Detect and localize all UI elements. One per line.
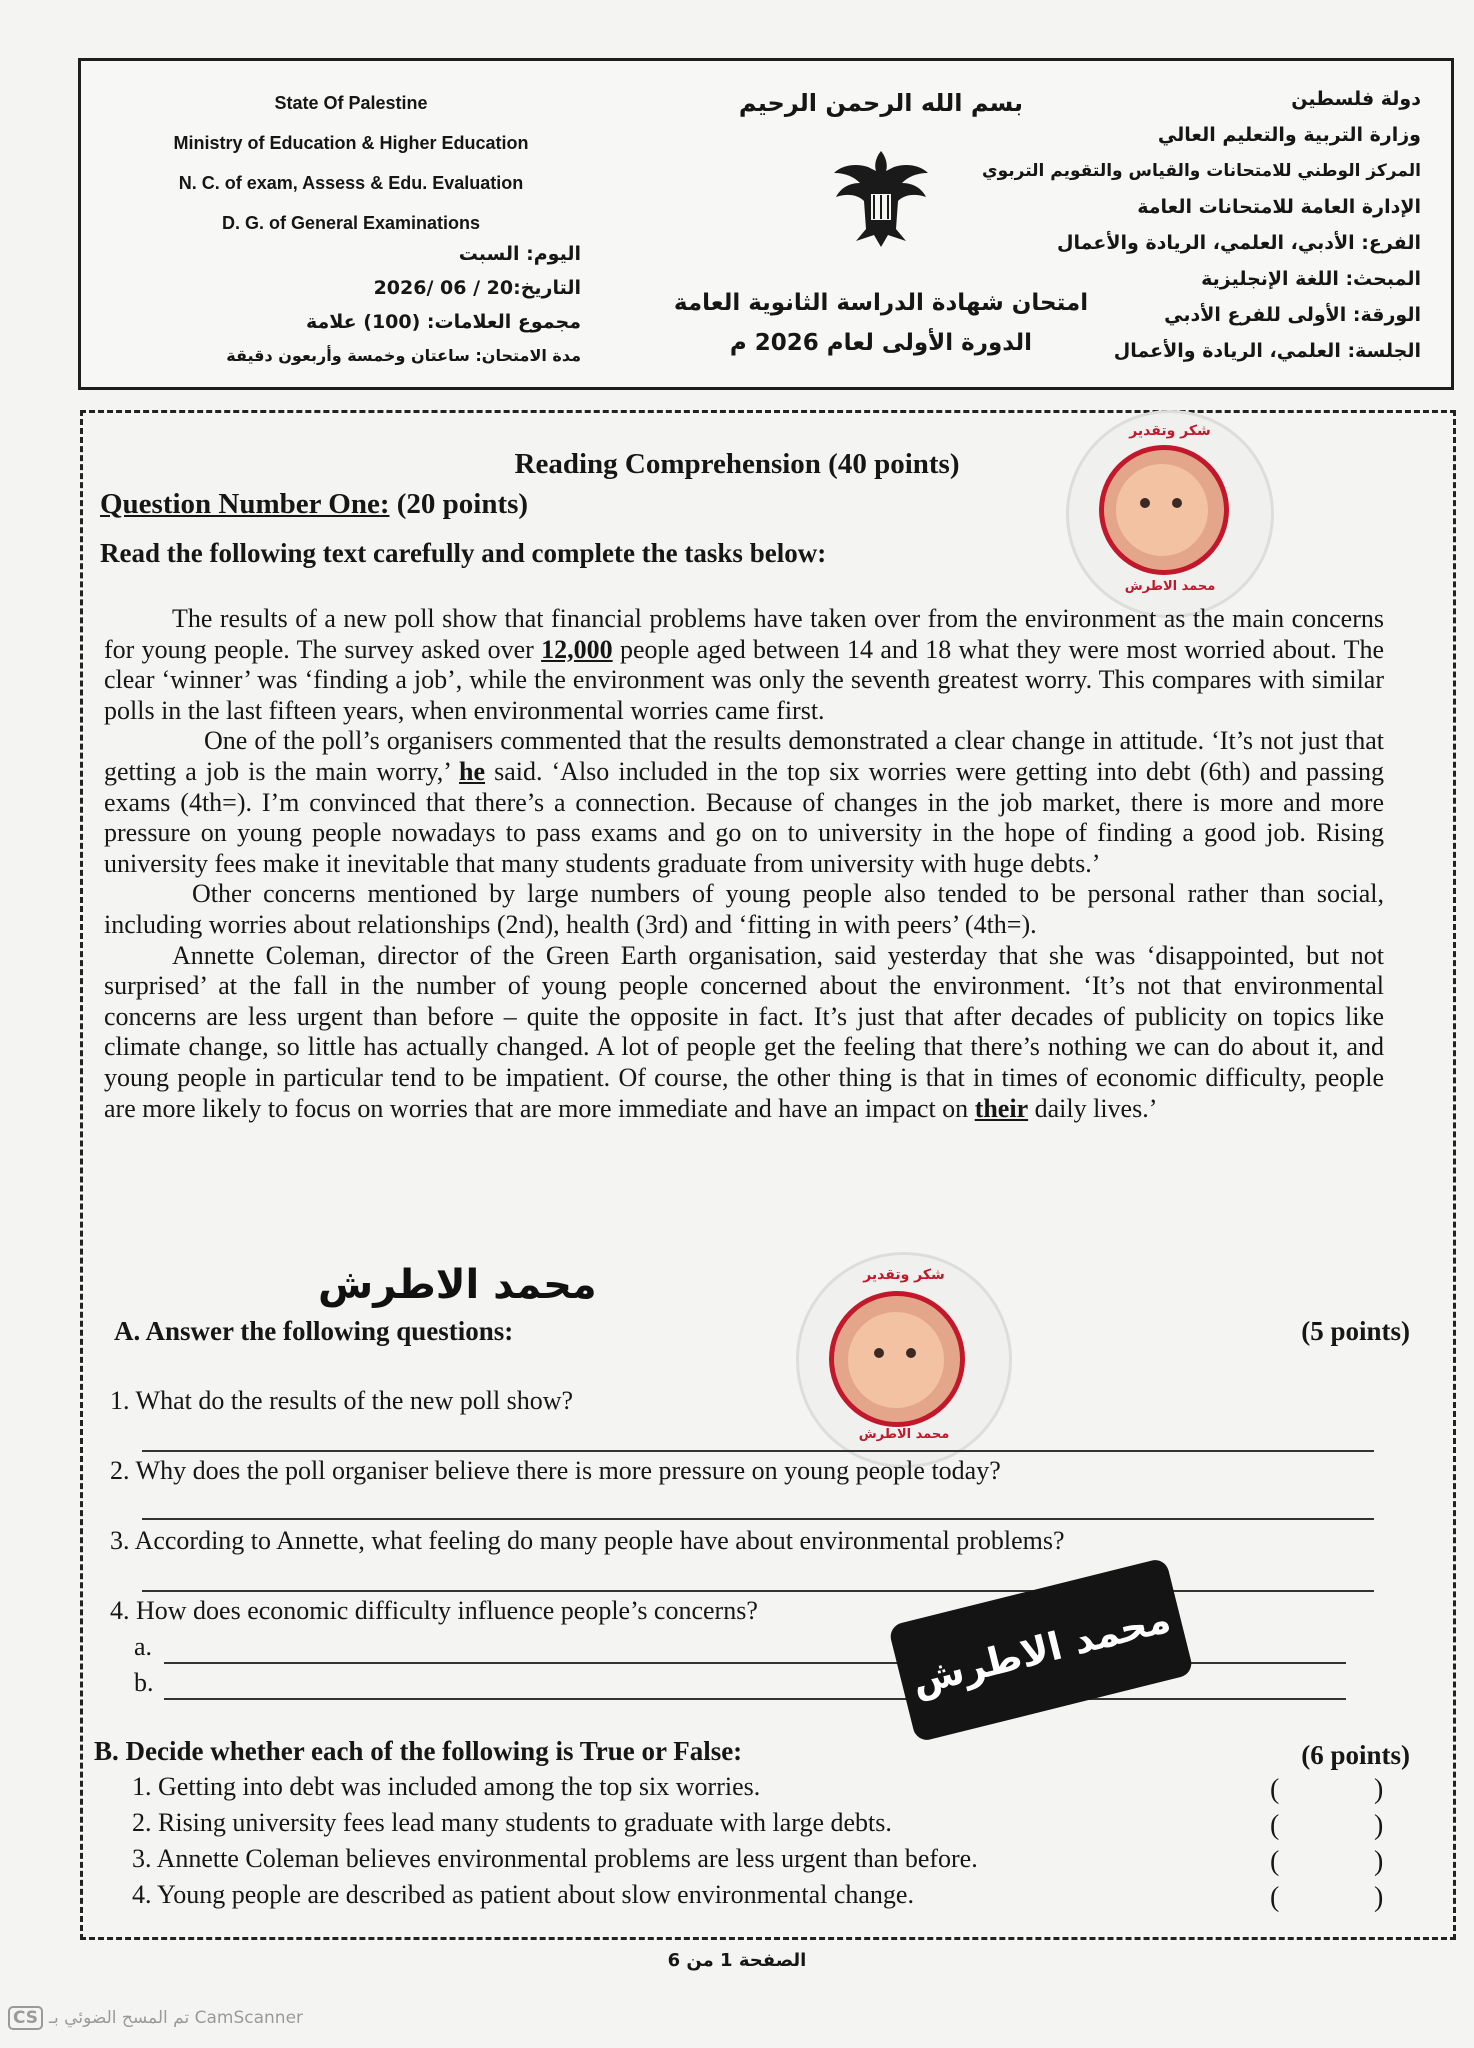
reading-title: Reading Comprehension (40 points) bbox=[514, 448, 960, 480]
answer-line-1[interactable] bbox=[142, 1450, 1374, 1452]
header-national-center: N. C. of exam, Assess & Edu. Evaluation bbox=[178, 173, 524, 193]
true-false-2: 2. Rising university fees lead many students to graduate with large debts. bbox=[132, 1808, 892, 1837]
exam-title: امتحان شهادة الدراسة الثانوية العامة bbox=[673, 290, 1089, 316]
answer-label-a: a. bbox=[134, 1632, 153, 1661]
exam-page: State Of Palestine Ministry of Education & Higher Education N. C. of exam, Assess & Edu. Evaluation D. G. of General Examinations اليوم: السبت التاريخ:20 / 06 /2026 مجموع العلامات: (100) علامة مدة الامتحان: ساعتان وخمسة وأربعون دقيقة بسم الله الرحمن الرحيم امتحان شهادة الدراسة الثانوية العامة الدورة الأولى لعام 2026 م دولة فلسطين وزارة التربية والتعليم العالي المركز الوطني للامتحانات والقياس والتقويم التربوي الإدارة العامة للامتحانات العامة الفرع: الأدبي، العلمي، الريادة والأعمال المبحث: اللغة الإنجليزية الورقة: الأولى للفرع الأدبي الجلسة: العلمي، الريادة والأعمال Reading Comprehension (40 points) Question Number One: (20 points) Read the following text carefully and complete the tasks below: شكر وتقدير محمد الاطرش The results of a new poll show that financial problems have taken over from the environment as the main concerns for young people. The survey asked over 12,000 people aged between 14 and 18 what they were most worried about. The clear ‘winner’ was ‘finding a job’, while the environment was only the seventh greatest worry. This compares with similar polls in the last fifteen years, when environmental worries came first. One of the poll’s organisers commented that the results demonstrated a clear change in attitude. ‘It’s not just that getting a job is the main worry,’ he said. ‘Also included in the top six worries were getting into debt (6th) and passing exams (4th=). I’m convinced that there’s a connection. Because of changes in the job market, there is more and more pressure on young people nowadays to pass exams and go on to university in the hope of finding a good job. Rising university fees make it inevitable that many students graduate from university with huge debts.’ Other concerns mentioned by large numbers of young people also tended to be personal rather than social, including worries about relationships (2nd), health (3rd) and ‘fitting in with peers’ (4th=). Annette Coleman, director of the Green Earth organisation, said yesterday that she was ‘disappointed, but not surprised’ at the fall in the number of young people concerned about the environment. ‘It’s not that environmental concerns are less urgent than before – quite the opposite in fact. It’s just that after decades of publicity on topics like climate change, so little has actually changed. A lot of people get the feeling that there’s nothing we can do about it, and young people in particular tend to be impatient. Of course, the other thing is that in times of economic difficulty, people are more likely to focus on worries that are more immediate and have an impact on their daily lives.’ محمد الاطرش شكر وتقدير محمد الاطرش A. Answer the following questions: (5 points) 1. What do the results of the new poll show? 2. Why does the poll organiser believe there is more pressure on young people today? 3. According to Annette, what feeling do many people have about environmental problems? 4. How does economic difficulty influence people’s concerns? a. b. محمد الاطرش B. Decide whether each of the following is True or False: (6 points) 1. Getting into debt was included among the top six worries. ( ) 2. Rising university fees lead many students to graduate with large debts. ( ) 3. Annette Coleman believes environmental problems are less urgent than before. ( ) 4. Young people are described as patient about slow environmental change. ( ) الصفحة 1 من 6 CS تم المسح الضوئي بـ CamScanner bbox=[0, 0, 1474, 2048]
baby-face-icon bbox=[1116, 464, 1208, 556]
question-one-label: Question Number One: bbox=[100, 488, 390, 520]
answer-line-4b[interactable] bbox=[164, 1698, 1346, 1700]
thanks-sticker-2 bbox=[796, 1252, 1012, 1468]
eagle-emblem-icon bbox=[826, 143, 936, 253]
sticker-photo bbox=[1099, 445, 1229, 575]
header-arabic-block bbox=[982, 81, 1421, 369]
baby-face-icon-2 bbox=[848, 1312, 944, 1408]
true-false-3: 3. Annette Coleman believes environmental problems are less urgent than before. bbox=[132, 1844, 978, 1873]
sticker-name-2: محمد الاطرش bbox=[858, 1427, 950, 1442]
header-ar-directorate: الإدارة العامة للامتحانات العامة bbox=[1137, 196, 1421, 218]
underlined-pronoun-he: he bbox=[459, 756, 486, 786]
watermark-name: محمد الاطرش bbox=[318, 1262, 597, 1308]
camscanner-text: تم المسح الضوئي بـ CamScanner bbox=[49, 2008, 304, 2028]
exam-header bbox=[78, 58, 1454, 390]
header-ar-ministry: وزارة التربية والتعليم العالي bbox=[1157, 124, 1421, 146]
header-ar-branch: الفرع: الأدبي، العلمي، الريادة والأعمال bbox=[1057, 232, 1421, 254]
header-directorate: D. G. of General Examinations bbox=[221, 213, 481, 233]
header-ar-subject: المبحث: اللغة الإنجليزية bbox=[1201, 268, 1421, 290]
passage-paragraph-1: The results of a new poll show that financial problems have taken over from the environment as the main concerns for young people. The survey asked over 12,000 people aged between 14 and 18 what they were most worried about. The clear ‘winner’ was ‘finding a job’, while the environment was only the seventh greatest worry. This compares with similar polls in the last fifteen years, when environmental worries came first. bbox=[104, 604, 1384, 725]
true-false-4: 4. Young people are described as patient about slow environmental change. bbox=[132, 1880, 914, 1909]
header-state: State Of Palestine bbox=[274, 93, 428, 113]
exam-session: الدورة الأولى لعام 2026 م bbox=[729, 330, 1033, 356]
name-stamp: محمد الاطرش bbox=[888, 1557, 1195, 1743]
true-false-1: 1. Getting into debt was included among the top six worries. bbox=[132, 1772, 761, 1801]
thanks-sticker bbox=[1066, 410, 1274, 618]
section-a-title: A. Answer the following questions: bbox=[114, 1316, 514, 1346]
question-one-points: (20 points) bbox=[389, 488, 529, 520]
exam-day: اليوم: السبت bbox=[458, 243, 581, 265]
instruction: Read the following text carefully and complete the tasks below: bbox=[100, 538, 827, 568]
question-a2: 2. Why does the poll organiser believe there is more pressure on young people today? bbox=[110, 1456, 1001, 1485]
header-ministry: Ministry of Education & Higher Education bbox=[173, 133, 529, 153]
section-b-points: (6 points) bbox=[1301, 1740, 1410, 1770]
answer-label-b: b. bbox=[134, 1668, 154, 1697]
answer-line-3[interactable] bbox=[142, 1590, 1374, 1592]
passage-paragraph-3: Other concerns mentioned by large numbers of young people also tended to be personal rather than social, including worries about relationships (2nd), health (3rd) and ‘fitting in with peers’ (4th=). bbox=[104, 879, 1384, 939]
sticker-name: محمد الاطرش bbox=[1124, 579, 1216, 594]
sticker-photo-2 bbox=[829, 1291, 965, 1427]
reading-passage bbox=[104, 604, 1384, 1124]
header-ar-paper: الورقة: الأولى للفرع الأدبي bbox=[1164, 304, 1421, 326]
exam-duration: مدة الامتحان: ساعتان وخمسة وأربعون دقيقة bbox=[226, 346, 581, 365]
basmala: بسم الله الرحمن الرحيم bbox=[738, 89, 1024, 117]
exam-date: التاريخ:20 / 06 /2026 bbox=[373, 277, 581, 299]
camscanner-mark bbox=[8, 2006, 303, 2030]
camscanner-logo-icon: CS bbox=[8, 2006, 43, 2030]
header-ar-session: الجلسة: العلمي، الريادة والأعمال bbox=[1113, 340, 1421, 362]
header-ar-center: المركز الوطني للامتحانات والقياس والتقويم التربوي bbox=[982, 161, 1421, 181]
section-a-points: (5 points) bbox=[1301, 1316, 1410, 1346]
answer-line-2[interactable] bbox=[142, 1518, 1374, 1520]
question-a3: 3. According to Annette, what feeling do many people have about environmental problems? bbox=[110, 1526, 1065, 1555]
exam-total-marks: مجموع العلامات: (100) علامة bbox=[305, 311, 581, 333]
underlined-number: 12,000 bbox=[541, 634, 613, 664]
sticker-text: شكر وتقدير bbox=[1129, 423, 1211, 439]
page-footer: الصفحة 1 من 6 bbox=[667, 1950, 807, 1971]
header-ar-state: دولة فلسطين bbox=[1291, 88, 1421, 110]
question-a4: 4. How does economic difficulty influence people’s concerns? bbox=[110, 1596, 758, 1625]
sticker-text-2: شكر وتقدير bbox=[863, 1267, 945, 1283]
question-one-heading bbox=[100, 488, 528, 521]
question-a1: 1. What do the results of the new poll show? bbox=[110, 1386, 574, 1415]
header-english-block bbox=[121, 83, 581, 243]
underlined-pronoun-their: their bbox=[974, 1093, 1029, 1123]
passage-paragraph-4: Annette Coleman, director of the Green Earth organisation, said yesterday that she was ‘disappointed, but not surprised’ at the fall in the number of young people concerned about the environment. ‘It’s not that environmental concerns are less urgent than before – quite the opposite in fact. It’s just that after decades of publicity on topics like climate change, so little has actually changed. A lot of people get the feeling that there’s nothing we can do about it, and young people in particular tend to be impatient. Of course, the other thing is that in times of economic difficulty, people are more likely to focus on worries that are more immediate and have an impact on their daily lives.’ bbox=[104, 940, 1384, 1123]
header-exam-info bbox=[121, 237, 581, 373]
passage-paragraph-2: One of the poll’s organisers commented that the results demonstrated a clear change in attitude. ‘It’s not just that getting a job is the main worry,’ he said. ‘Also included in the top six worries were getting into debt (6th) and passing exams (4th=). I’m convinced that there’s a connection. Because of changes in the job market, there is more and more pressure on young people nowadays to pass exams and go on to university in the hope of finding a good job. Rising university fees make it inevitable that many students graduate from university with huge debts.’ bbox=[104, 726, 1385, 878]
section-b-title: B. Decide whether each of the following is True or False: bbox=[94, 1736, 743, 1766]
